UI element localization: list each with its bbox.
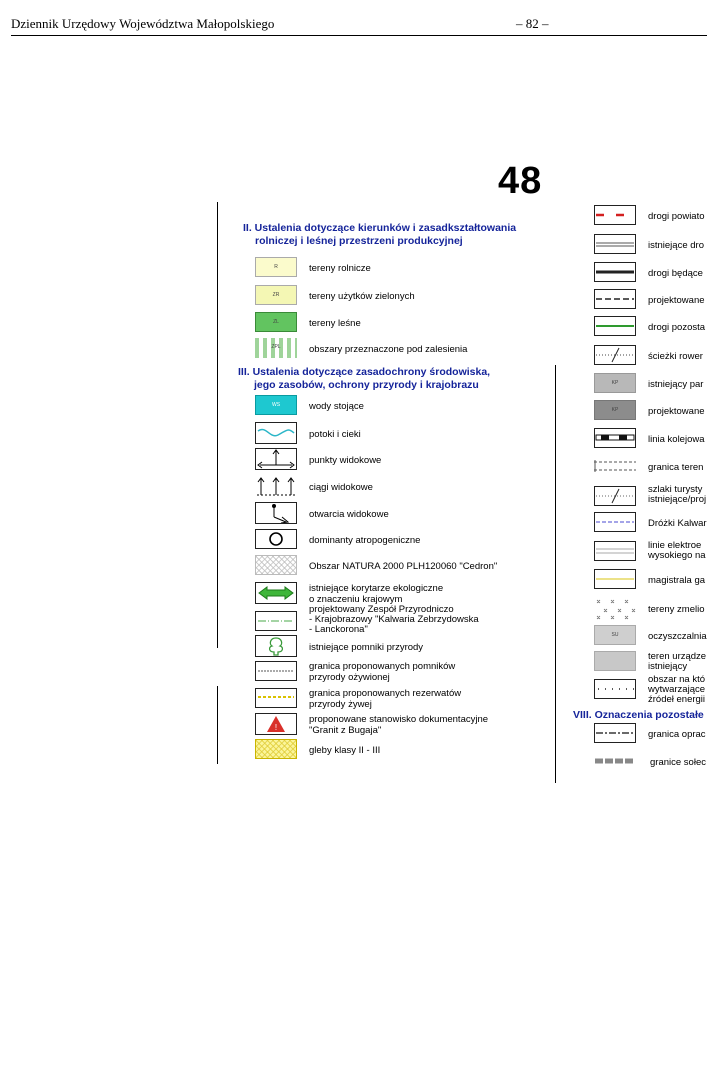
symbol-facilities-area [594, 651, 636, 671]
label-documentation-site: proponowane stanowisko dokumentacyjne "Granit z Bugaja" [309, 714, 489, 736]
symbol-documentation-site [255, 713, 297, 735]
symbol-drained-areas [594, 597, 636, 621]
label-existing-roads: istniejące dro [648, 240, 704, 251]
label-soil-class: gleby klasy II - III [309, 745, 381, 756]
symbol-roads-being [594, 262, 636, 282]
symbol-power-lines [594, 541, 636, 561]
journal-title: Dziennik Urzędowy Województwa Małopolskiego [11, 16, 275, 31]
symbol-view-axes [255, 475, 297, 497]
label-other-roads: drogi pozosta [648, 322, 706, 333]
symbol-treatment-plant: SU [594, 625, 636, 645]
symbol-other-roads [594, 316, 636, 336]
page-header [11, 14, 707, 34]
symbol-energy-area [594, 679, 636, 699]
symbol-existing-parking: KP [594, 373, 636, 393]
label-view-openings: otwarcia widokowe [309, 509, 389, 520]
label-county-roads: drogi powiato [648, 211, 705, 222]
symbol-streams [255, 422, 297, 444]
symbol-nature-monuments [255, 635, 297, 657]
symbol-proposed-reserves-boundary [255, 688, 297, 708]
symbol-soil-class [255, 739, 297, 759]
section-iii-title: III. Ustalenia dotyczące zasadochrony środowiska, jego zasobów, ochrony przyrody i krajobrazu [238, 366, 491, 391]
symbol-view-openings [255, 502, 297, 524]
label-treatment-plant: oczyszczalnia [648, 631, 707, 642]
section-ii-title: II. Ustalenia dotyczące kierunków i zasadkształtowania rolniczej i leśnej przestrzeni produkcyjnej [243, 222, 517, 247]
symbol-village-boundaries [594, 751, 636, 771]
symbol-natura-2000 [255, 555, 297, 575]
label-grassland: tereny użytków zielonych [309, 291, 415, 302]
svg-text:!: ! [274, 723, 278, 732]
label-projected-roads: projektowane [648, 295, 705, 306]
symbol-viewpoints [255, 448, 297, 470]
label-streams: potoki i cieki [309, 429, 361, 440]
symbol-afforestation: ZPL [255, 338, 297, 358]
symbol-gas-main [594, 569, 636, 589]
symbol-projected-parking: KP [594, 400, 636, 420]
label-proposed-reserves-boundary: granica proponowanych rezerwatów przyrody żywej [309, 688, 462, 710]
label-natura-2000: Obszar NATURA 2000 PLH120060 "Cedron" [309, 561, 498, 572]
symbol-ecological-corridors [255, 582, 297, 604]
middle-frame-line [555, 365, 556, 783]
label-landscape-complex: projektowany Zespół Przyrodniczo - Krajobrazowy "Kalwaria Zebrzydowska - Lanckorona" [309, 604, 479, 635]
label-railway: linia kolejowa [648, 434, 705, 445]
symbol-kalwaria-paths [594, 512, 636, 532]
label-kalwaria-paths: Dróżki Kalwar [648, 518, 707, 529]
symbol-area-boundary [594, 456, 636, 476]
label-power-lines: linie elektroe wysokiego na [648, 540, 706, 561]
label-forest: tereny leśne [309, 318, 361, 329]
symbol-railway [594, 428, 636, 448]
label-existing-parking: istniejący par [648, 379, 704, 390]
left-frame-line-lower [217, 686, 218, 764]
symbol-proposed-monuments-boundary [255, 661, 297, 681]
label-study-boundary: granica oprac [648, 729, 706, 740]
label-proposed-monuments-boundary: granica proponowanych pomników przyrody ożywionej [309, 661, 456, 683]
label-tourist-trails: szlaki turysty istniejące/proj [648, 484, 707, 505]
symbol-landscape-complex [255, 611, 297, 631]
label-energy-area: obszar na któ wytwarzające źródeł energii [648, 674, 706, 705]
label-ecological-corridors: istniejące korytarze ekologiczne o znaczeniu krajowym [309, 583, 444, 605]
label-roads-being: drogi będące [648, 268, 703, 279]
symbol-projected-roads [594, 289, 636, 309]
symbol-study-boundary [594, 723, 636, 743]
symbol-bike-paths [594, 345, 636, 365]
label-anthropogenic-dominants: dominanty atropogeniczne [309, 535, 421, 546]
symbol-anthropogenic-dominants [255, 529, 297, 549]
label-agricultural: tereny rolnicze [309, 263, 371, 274]
page-number: – 82 – [516, 16, 549, 31]
symbol-tourist-trails [594, 486, 636, 506]
section-viii-title: VIII. Oznaczenia pozostałe [573, 709, 704, 721]
symbol-agricultural: R [255, 257, 297, 277]
label-area-boundary: granica teren [648, 462, 704, 473]
symbol-grassland: ZR [255, 285, 297, 305]
header-rule [11, 35, 707, 36]
label-drained-areas: tereny zmelio [648, 604, 705, 615]
label-standing-water: wody stojące [309, 401, 364, 412]
symbol-county-roads [594, 205, 636, 225]
label-village-boundaries: granice sołec [650, 757, 706, 768]
left-frame-line [217, 202, 218, 648]
symbol-existing-roads [594, 234, 636, 254]
symbol-forest: ZL [255, 312, 297, 332]
label-bike-paths: ścieżki rower [648, 351, 703, 362]
label-viewpoints: punkty widokowe [309, 455, 382, 466]
label-afforestation: obszary przeznaczone pod zalesienia [309, 344, 468, 355]
label-projected-parking: projektowane [648, 406, 705, 417]
symbol-standing-water: WS [255, 395, 297, 415]
label-facilities-area: teren urządze istniejący [648, 651, 707, 672]
label-view-axes: ciągi widokowe [309, 482, 373, 493]
map-number: 48 [498, 160, 543, 202]
label-nature-monuments: istniejące pomniki przyrody [309, 642, 424, 653]
label-gas-main: magistrala ga [648, 575, 706, 586]
